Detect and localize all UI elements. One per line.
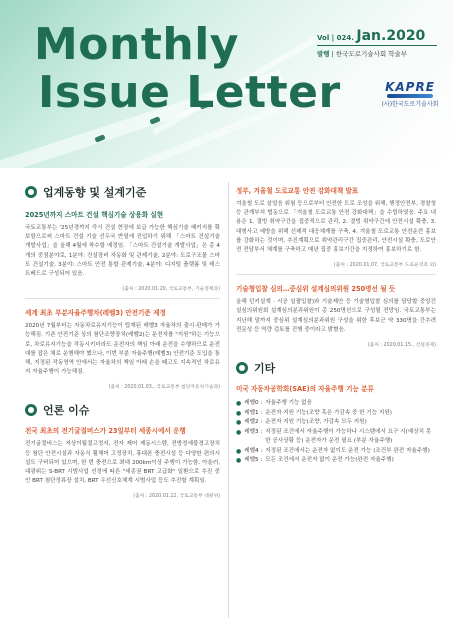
level-label: 레벨0 : (244, 400, 263, 407)
section-bullet-icon (236, 362, 248, 374)
masthead (0, 0, 453, 168)
list-item (236, 409, 436, 419)
divider (317, 45, 437, 46)
left-column (25, 184, 220, 499)
article-winter-safety (236, 186, 436, 275)
publisher-name: 한국도로기술사회 학술부 (335, 50, 408, 58)
section-heading-text: 업계동향 및 설계기준 (43, 186, 147, 199)
level-text: 지정된 조건에서는 운전자 없이도 운전 가능 (조건부 완전 자율주행) (265, 447, 430, 454)
logo-swoosh-icon (387, 94, 433, 98)
article-title: 기술형입찰 심의…중심위 설계심의위원 250명선 될 듯 (236, 285, 396, 294)
bullet-icon: ● (236, 409, 242, 417)
list-item (236, 399, 436, 409)
logo-name: (사)한국도로기술사회 (381, 101, 439, 108)
section-heading-other (236, 360, 436, 376)
section-heading-press (25, 402, 220, 418)
level-text: 자율주행 기능 없음 (265, 400, 313, 407)
article-sae-levels (236, 384, 436, 466)
issue-date: Jan.2020 (356, 28, 426, 44)
list-item (236, 447, 436, 457)
article-title: 2025년까지 스마트 건설 핵심기술 상용화 실현 (25, 211, 164, 219)
bullet-icon: ● (236, 447, 242, 455)
level-label: 레벨2 : (244, 419, 263, 426)
level-text: 지정된 조건에서 자율주행이 가능하나 시스템에서 요구 시(예상치 못한 공사상황 등) 운전자가 운전 필요 (부분 자율주행) (265, 428, 432, 445)
list-item (236, 418, 436, 428)
article-smart-construction (25, 210, 220, 299)
level-text: 운전자 지원 기능(조향 혹은 가감속 중 한 기능 지원) (265, 409, 392, 416)
article-source: (출처 : 2020.01.07, 국토교통부 도로운영과 외) (333, 263, 436, 269)
bullet-icon: ● (236, 419, 242, 427)
section-bullet-icon (25, 186, 37, 198)
publisher: 발행 | 한국도로기술사회 학술부 (317, 50, 408, 58)
right-column (236, 186, 436, 466)
article-body: 전기굴절버스는 저상이월결고정지, 전자 제어 제동시스템, 전방정예불경고장치 등 첨단 안전시설과 자동식 휠체어 고정장치, 휴대폰 충전시설 등 다양한 편의시설도 구비되어 있으며, 한 번 충전으로 최대 200km이상 주행이 가능함. 아울러, 대광위는 S-BRT 시범사업 선정에 따른 "세종권 BRT 고급화" 일환으로 추진 중인 BRT 첨단정류장 설치, BRT 우선신호체계 시범사업 등도 추진할 계획임. (25, 441, 220, 485)
bullet-icon: ● (236, 457, 242, 465)
article-source: (출처 : 2020.01.03., 국토교통부 첨단자동차기술과) (108, 385, 220, 391)
article-title: 전국 최초의 전기굴절버스가 23일부터 세종시에서 운행 (25, 427, 186, 436)
kapre-logo (380, 80, 440, 108)
article-title: 세계 최초 부분자율주행차(레벨3) 안전기준 제정 (25, 309, 166, 318)
article-title: 미국 자동차공학회(SAE)의 자율주행 기능 분류 (236, 385, 374, 394)
article-source: (출처 : 2020.01.22, 국토교통부 대광위) (133, 494, 220, 500)
column-divider (228, 182, 229, 618)
newsletter-title-line1: Monthly (34, 19, 239, 70)
section-heading-text: 언론 이슈 (43, 404, 90, 418)
publisher-label: 발행 (317, 50, 330, 58)
bullet-icon: ● (236, 400, 242, 408)
article-title: 정부, 겨울철 도로교통 안전 강화대책 발표 (236, 187, 359, 195)
divider (236, 274, 436, 275)
logo-mark: KAPRE (385, 80, 435, 94)
divider (25, 298, 220, 299)
article-source: (출처 : 2020.01.15., 건설경제) (367, 343, 436, 349)
bullet-icon: ● (236, 428, 242, 436)
level-label: 레벨1 : (244, 409, 263, 416)
issue-info (317, 28, 425, 44)
volume-label: Vol | 024. (317, 34, 354, 42)
article-electric-bus (25, 426, 220, 499)
section-heading-text: 기타 (254, 362, 276, 376)
article-body: 국토교통부는 '25년경까지 즉시 건설 현장에 보급 가능한 핵심기술 패키지를 확보함으로써 스마트 건설 기술 선두국 반열에 진입하기 위해 「스마트 건설기술 개발사업」을 올해 4월에 착수할 예정임. 「스마트 건설기술 개발사업」은 총 4개의 중점분야로, 1분야: 건설장비 자동화 및 관제기술, 2분야: 도로구조물 스마트 건설기술, 3분야: 스마트 안전 통합 관제기술, 4분야: 디지털 플랫폼 및 테스트베드로 구성되어 있음. (25, 225, 220, 278)
level-text: 모든 조건에서 운전자 없이 운전 가능(완전 자율주행) (265, 457, 394, 464)
article-level3-autonomous (25, 308, 220, 390)
article-body: 올해 턴키설계 · 시공 일괄입찰)와 기술제안 등 기술형입찰 심의를 담당할 중앙건설심의위원회 설계심의분과위원이 총 250명선으로 구성될 전망임. 국토교통부는 지난해 말까지 중심위 설계심의분과위원 구성을 위한 후보군 약 330명을 간추려 전문성 등 역량 검토를 진행 중이라고 밝혔음. (236, 299, 436, 333)
article-source: (출처 : 2020.01.20, 국토교통부, 기술정책과) (122, 287, 220, 293)
article-design-review (236, 284, 436, 348)
newsletter-title-line2: Issue Letter (38, 67, 341, 118)
level-label: 레벨5 : (244, 457, 263, 464)
list-item (236, 428, 436, 447)
level-label: 레벨3 : (244, 428, 263, 435)
sae-level-list (236, 399, 436, 466)
level-label: 레벨4 : (244, 447, 263, 454)
section-bullet-icon (25, 404, 37, 416)
article-body: 2020년 7월부터는 자동차로유지기능이 탑재된 레벨3 자율차의 출시·판매가 가능해짐. 기존 안전기준 상의 첨단조향장치(레벨2)는 운전자를 "지원"하는 기능으로, 차로유지기능을 작동시키더라도 운전자의 책임 아래 운전을 수행하므로 운전대를 잡은 채로 운행해야 했으나, 이번 부분 자율주행(레벨3) 안전기준 도입을 통해, 지정된 작동영역 안에서는 자율차의 책임 아래 손을 떼고도 지속적인 차로유지 자율주행이 가능해짐. (25, 323, 220, 376)
list-item (236, 456, 436, 466)
level-text: 운전자 지원 기능(조향, 가감속 모두 지원) (265, 419, 367, 426)
article-body: 겨울철 도로 살얼음 위험 등으로부터 안전한 도로 조성을 위해, 행정안전부, 경찰청 등 관계부처 협동으로 「겨울철 도로교통 안전 강화대책」을 수립하였음. 주요 내용은 1. 결빙 취약구간을 집중적으로 관리, 2. 결빙 취약구간에 안전시설 확충, 3. 대형사고 예방을 위해 선제적 대응체계를 구축, 4. 겨울철 도로교통 안전운전 홍보를 강화하는 것이며, 추진계획으로 취약관리구간 집중관리, 안전시설 확충, 도로안전 전담부서 체계를 구축하고 매년 집중 홍보기간을 지정하여 홍보하기로 함. (236, 201, 436, 254)
section-heading-industry (25, 184, 220, 200)
